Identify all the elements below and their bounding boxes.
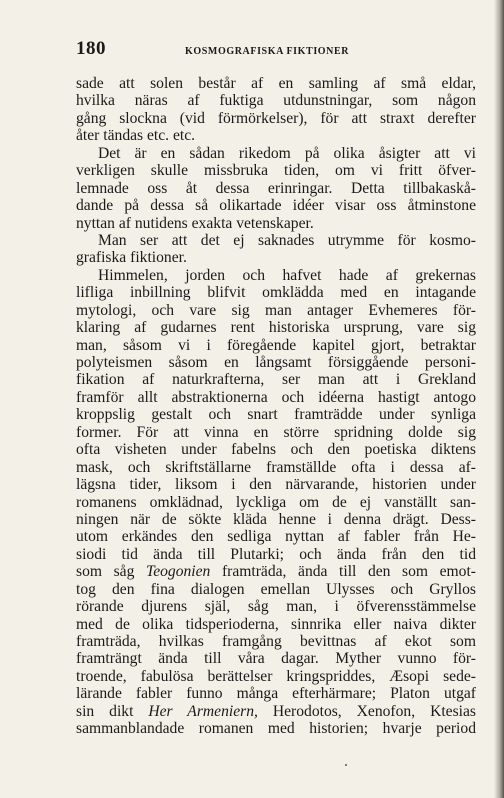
page-header	[76, 38, 476, 60]
text-line: hvilka näras af fuktiga utdunstningar, som någon	[76, 92, 476, 110]
text-line: Det är en sådan rikedom på olika åsigter att vi	[98, 144, 476, 162]
text-line: grafiska fiktioner.	[76, 249, 187, 267]
text-line: man, såsom vi i föregående kapitel gjort, betraktar	[76, 336, 476, 354]
text-line: ofta visheten under fabelns och den poetiska diktens	[76, 441, 476, 459]
text-line: åter tändas etc. etc.	[76, 127, 196, 145]
text-line: verkligen skulle missbruka tiden, om vi fritt öfver-	[76, 162, 476, 180]
text-line: utom erkändes den sedliga nyttan af fabler från He-	[76, 528, 476, 546]
text-line: siodi tid ända till Plutarki; och ända från den tid	[76, 545, 476, 563]
text-line: sin dikt Her Armeniern, Herodotos, Xenofon, Ktesias	[76, 702, 476, 720]
text-line: mask, och skriftställarne framställde ofta i dessa af-	[76, 458, 476, 476]
paper-speck	[345, 764, 347, 766]
running-head: KOSMOGRAFISKA FIKTIONER	[185, 46, 350, 57]
text-line: Himmelen, jorden och hafvet hade af grekernas	[98, 266, 476, 284]
text-line: kroppslig gestalt och snart framträdde under synliga	[76, 406, 476, 424]
text-line: troende, fabulösa berättelser kringspriddes, Æsopi sede-	[76, 667, 476, 685]
body-text	[76, 75, 476, 738]
text-line: framträda, hvilkas framgång bevittnas af ekot som	[76, 633, 476, 650]
text-line: polyteismen såsom en långsamt försiggående personi-	[76, 354, 476, 371]
text-line: lärande fabler funno många efterhärmare; Platon utgaf	[76, 685, 476, 703]
text-line: lifliga inbillning blifvit omklädda med en intagande	[76, 284, 476, 302]
text-line: sade att solen består af en samling af små eldar,	[76, 75, 476, 92]
text-line: nyttan af nutidens exakta vetenskaper.	[76, 214, 314, 232]
text-line: sammanblandade romanen med historien; hvarje period	[76, 720, 476, 738]
text-line: framträngt ända till våra dagar. Myther vunno för-	[76, 650, 476, 668]
text-line: mytologi, och vare sig man antager Evhemeres för-	[76, 301, 476, 319]
text-line: rörande djurens själ, såg man, i öfverensstämmelse	[76, 598, 476, 616]
page-number: 180	[76, 38, 106, 59]
text-line: lägsna tider, liksom i den närvarande, historien under	[76, 476, 476, 494]
text-line: med de olika tidsperioderna, sinnrika eller naiva dikter	[76, 615, 476, 633]
text-line: klaring af gudarnes rent historiska ursprung, vare sig	[76, 319, 476, 337]
text-line: dande på dessa så olikartade idéer visar oss åtminstone	[76, 197, 476, 215]
text-line: Man ser att det ej saknades utrymme för kosmo-	[98, 231, 476, 249]
text-line: romanens omklädnad, lyckliga om de ej vanställt san-	[76, 493, 476, 511]
text-line: tog den fina dialogen emellan Ulysses och Gryllos	[76, 580, 476, 598]
text-line: som såg Teogonien framträda, ända till den som emot-	[76, 563, 476, 581]
page-edge-shadow	[494, 0, 504, 798]
text-line: gång slockna (vid förmörkelser), för att straxt derefter	[76, 109, 476, 127]
italic-title: Her Armeniern,	[148, 702, 258, 720]
italic-title: Teogonien	[145, 563, 211, 581]
text-line: lemnade oss åt dessa erinringar. Detta tillbakaskå-	[76, 179, 476, 197]
text-line: framför allt abstraktionerna och idéerna hastigt antogo	[76, 388, 476, 406]
text-line: ningen när de sökte kläda henne i denna drägt. Dess-	[76, 510, 476, 528]
text-line: former. För att vinna en större spridning dolde sig	[76, 423, 476, 441]
text-line: fikation af naturkrafterna, ser man att i Grekland	[76, 371, 476, 389]
